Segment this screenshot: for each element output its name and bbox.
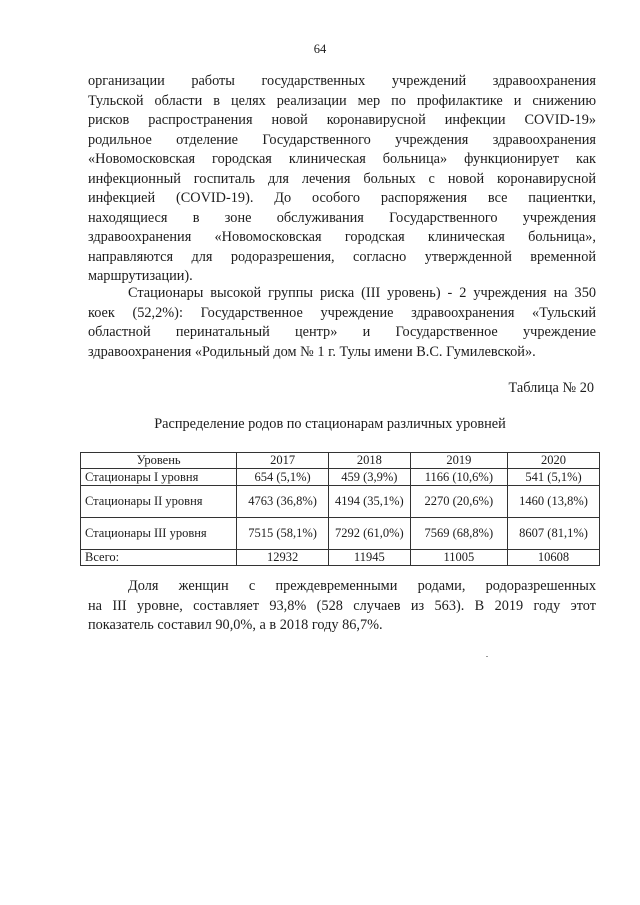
text-line: «Новомосковская городская клиническая больница» функционирует как [88,151,596,167]
births-distribution-table [80,452,600,566]
text-line: областной перинатальный центр» и Государственное учреждение [88,324,596,340]
text-line: Тульской области в целях реализации мер по профилактике и снижению [88,92,596,109]
text-line: родильное отделение Государственного учреждения здравоохранения [88,131,596,148]
text-line: показатель составил 90,0%, а в 2018 году 86,7%. [88,617,383,633]
text-line: инфекцией (COVID-19). До особого распоряжения все пациентки, [88,190,596,206]
table-cell: 1166 (10,6%) [410,469,507,486]
table-cell: Стационары II уровня [81,486,237,518]
table-cell: 541 (5,1%) [508,469,600,486]
table-cell: 7569 (68,8%) [410,518,507,550]
table-row [81,469,600,486]
text-line: находящиеся в зоне обслуживания Государственного учреждения [88,209,596,226]
table-header-row [81,453,600,469]
column-header: 2018 [329,453,411,469]
table-row-total [81,550,600,566]
table-cell: 4194 (35,1%) [329,486,411,518]
table-cell: 8607 (81,1%) [508,518,600,550]
table-cell: 7515 (58,1%) [237,518,329,550]
text-line: Доля женщин с преждевременными родами, родоразрешенных [128,578,596,594]
table-cell: 2270 (20,6%) [410,486,507,518]
table-cell: 11945 [329,550,411,566]
text-line: организации работы государственных учреждений здравоохранения [88,73,596,89]
table-cell: 459 (3,9%) [329,469,411,486]
table-cell: 654 (5,1%) [237,469,329,486]
text-line: направляются для родоразрешения, согласно утвержденной временной [88,248,596,265]
paragraph-covid-hospital [88,72,596,287]
column-header: Уровень [81,453,237,469]
table-cell: 12932 [237,550,329,566]
scan-mark [486,656,488,657]
text-line: на III уровне, составляет 93,8% (528 случаев из 563). В 2019 году этот [88,597,596,614]
paragraph-high-risk-hospitals [88,284,596,362]
text-line: здравоохранения «Новомосковская городская клиническая больница», [88,229,596,245]
text-line: здравоохранения «Родильный дом № 1 г. Тулы имени В.С. Гумилевской». [88,343,536,360]
text-line: рисков распространения новой коронавирусной инфекции COVID-19» [88,112,596,128]
column-header: 2019 [410,453,507,469]
table-cell: 11005 [410,550,507,566]
table-cell: Стационары I уровня [81,469,237,486]
table-cell: Всего: [81,550,237,566]
paragraph-premature-births [88,577,596,636]
table-row [81,518,600,550]
table-cell: 10608 [508,550,600,566]
text-line: Стационары высокой группы риска (III уровень) - 2 учреждения на 350 [128,285,596,301]
table-cell: Стационары III уровня [81,518,237,550]
table-title: Распределение родов по стационарам различных уровней [154,416,506,432]
table-cell: 7292 (61,0%) [329,518,411,550]
column-header: 2020 [508,453,600,469]
table-cell: 1460 (13,8%) [508,486,600,518]
text-line: инфекционный госпиталь для лечения больных с новой коронавирусной [88,170,596,187]
table-cell: 4763 (36,8%) [237,486,329,518]
text-line: коек (52,2%): Государственное учреждение здравоохранения «Тульский [88,304,596,321]
text-line: маршрутизации). [88,268,193,284]
table-label: Таблица № 20 [508,380,594,396]
page-number: 64 [313,42,327,56]
column-header: 2017 [237,453,329,469]
table-row [81,486,600,518]
